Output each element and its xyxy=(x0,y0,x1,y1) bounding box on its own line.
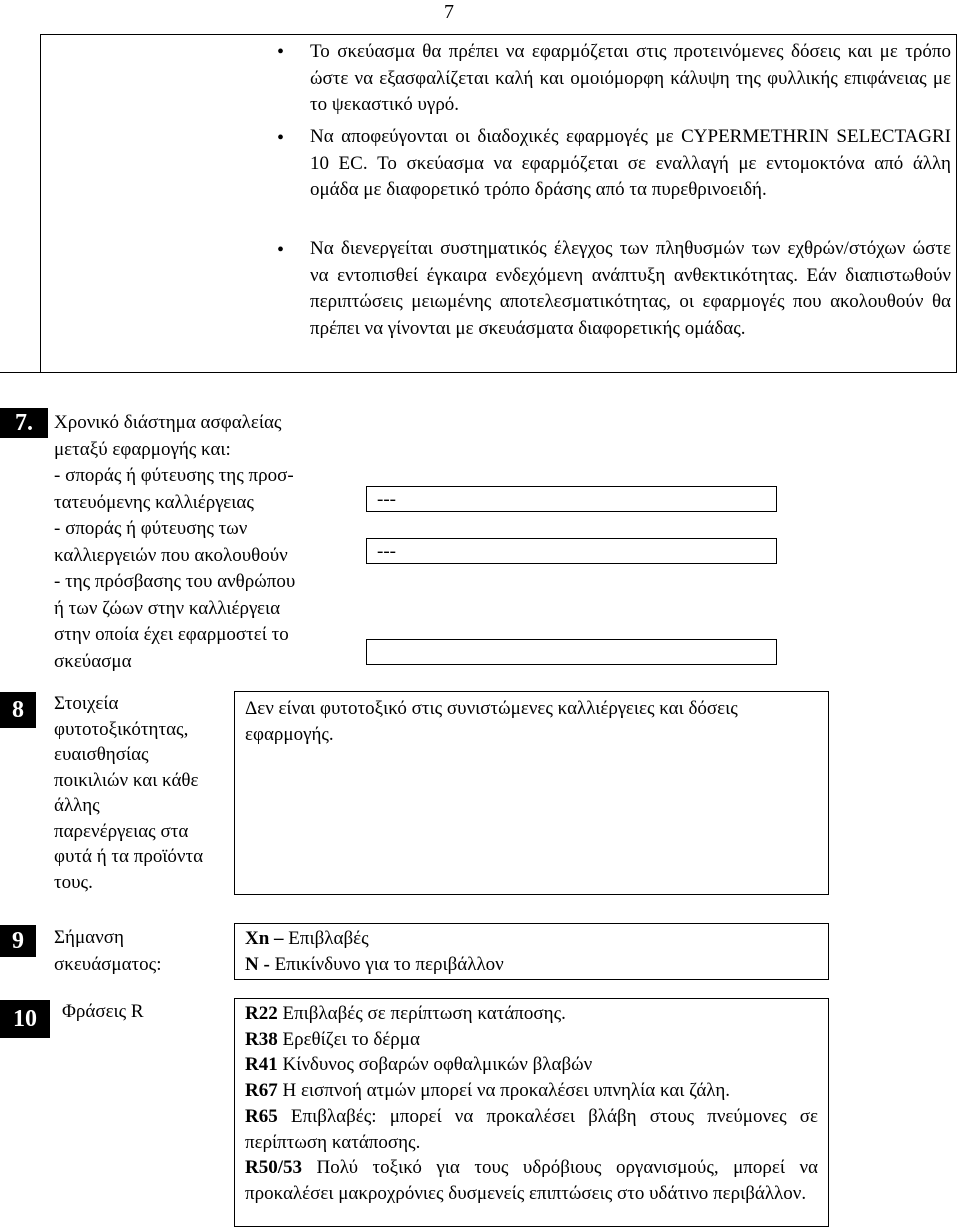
bullet-icon: • xyxy=(277,239,285,261)
section9-label: Σήμανση σκευάσματος: xyxy=(54,927,162,975)
safety-interval-access-value xyxy=(366,639,777,665)
bullet-item: Να διενεργείται συστηματικός έλεγχος των πληθυσμών των εχθρών/στόχων ώστε να εντοπισθεί έγκαιρα ενδεχόμενη ανάπτυξη ανθεκτικότητας. Εάν διαπιστωθούν περιπτώσεις μειωμένης αποτελεσματικότητας, οι εφαρμογές που ακολουθούν θα πρέπει να γίνονται με σκευάσματα διαφορετικής ομάδας. xyxy=(310,238,951,339)
safety-interval-sowing-value: --- xyxy=(366,486,777,512)
bullet-icon: • xyxy=(277,41,285,63)
section10-label: Φράσεις R xyxy=(62,1001,144,1022)
section-number: 8 xyxy=(0,692,36,728)
section-number: 7. xyxy=(0,408,48,438)
phytotoxicity-value: Δεν είναι φυτοτοξικό στις συνιστώμενες καλλιέργειες και δόσεις εφαρμογής. xyxy=(234,691,829,895)
section-number: 10 xyxy=(0,1000,50,1038)
safety-interval-following-crops-value: --- xyxy=(366,538,777,564)
section7-label: Χρονικό διάστημα ασφαλείας μεταξύ εφαρμογής και: - σποράς ή φύτευσης της προσ- τατευόμενης καλλιέργειας - σποράς ή φύτευσης των καλλιεργειών που ακολουθούν - της πρόσβασης του ανθρώπου ή των ζώων στην καλλιέργεια στην οποία έχει εφαρμοστεί το σκεύασμα xyxy=(54,412,296,672)
bullet-item: Να αποφεύγονται οι διαδοχικές εφαρμογές με CYPERMETHRIN SELECTAGRI 10 EC. Το σκεύασμα να εφαρμόζεται σε εναλλαγή με εντομοκτόνα από άλλη ομάδα με διαφορετικό τρόπο δράσης από τα πυρεθρινοειδή. xyxy=(310,126,951,200)
page-number: 7 xyxy=(444,1,454,23)
risk-phrases-value: R22 Επιβλαβές σε περίπτωση κατάποσης. R38 Ερεθίζει το δέρμα R41 Κίνδυνος σοβαρών οφθαλμικών βλαβών R67 Η εισπνοή ατμών μπορεί να προκαλέσει υπνηλία και ζάλη. R65 Επιβλαβές: μπορεί να προκαλέσει βλάβη στους πνεύμονες σε περίπτωση κατάποσης. R50/53 Πολύ τοξικό για τους υδρόβιους οργανισμούς, μπορεί να προκαλέσει μακροχρόνιες δυσμενείς επιπτώσεις στο υδάτινο περιβάλλον. xyxy=(234,998,829,1227)
bullet-item: Το σκεύασμα θα πρέπει να εφαρμόζεται στις προτεινόμενες δόσεις και με τρόπο ώστε να εξασφαλίζεται καλή και ομοιόμορφη κάλυψη της φυλλικής επιφάνειας με το ψεκαστικό υγρό. xyxy=(310,41,951,115)
section8-label: Στοιχεία φυτοτοξικότητας, ευαισθησίας ποικιλιών και κάθε άλλης παρενέργειας στα φυτά ή τα προϊόντα τους. xyxy=(54,693,204,893)
labelling-value: Xn – Επιβλαβές N - Επικίνδυνο για το περιβάλλον xyxy=(234,923,829,980)
left-rule xyxy=(0,372,41,373)
section-number: 9 xyxy=(0,925,36,957)
bullet-icon: • xyxy=(277,127,285,149)
